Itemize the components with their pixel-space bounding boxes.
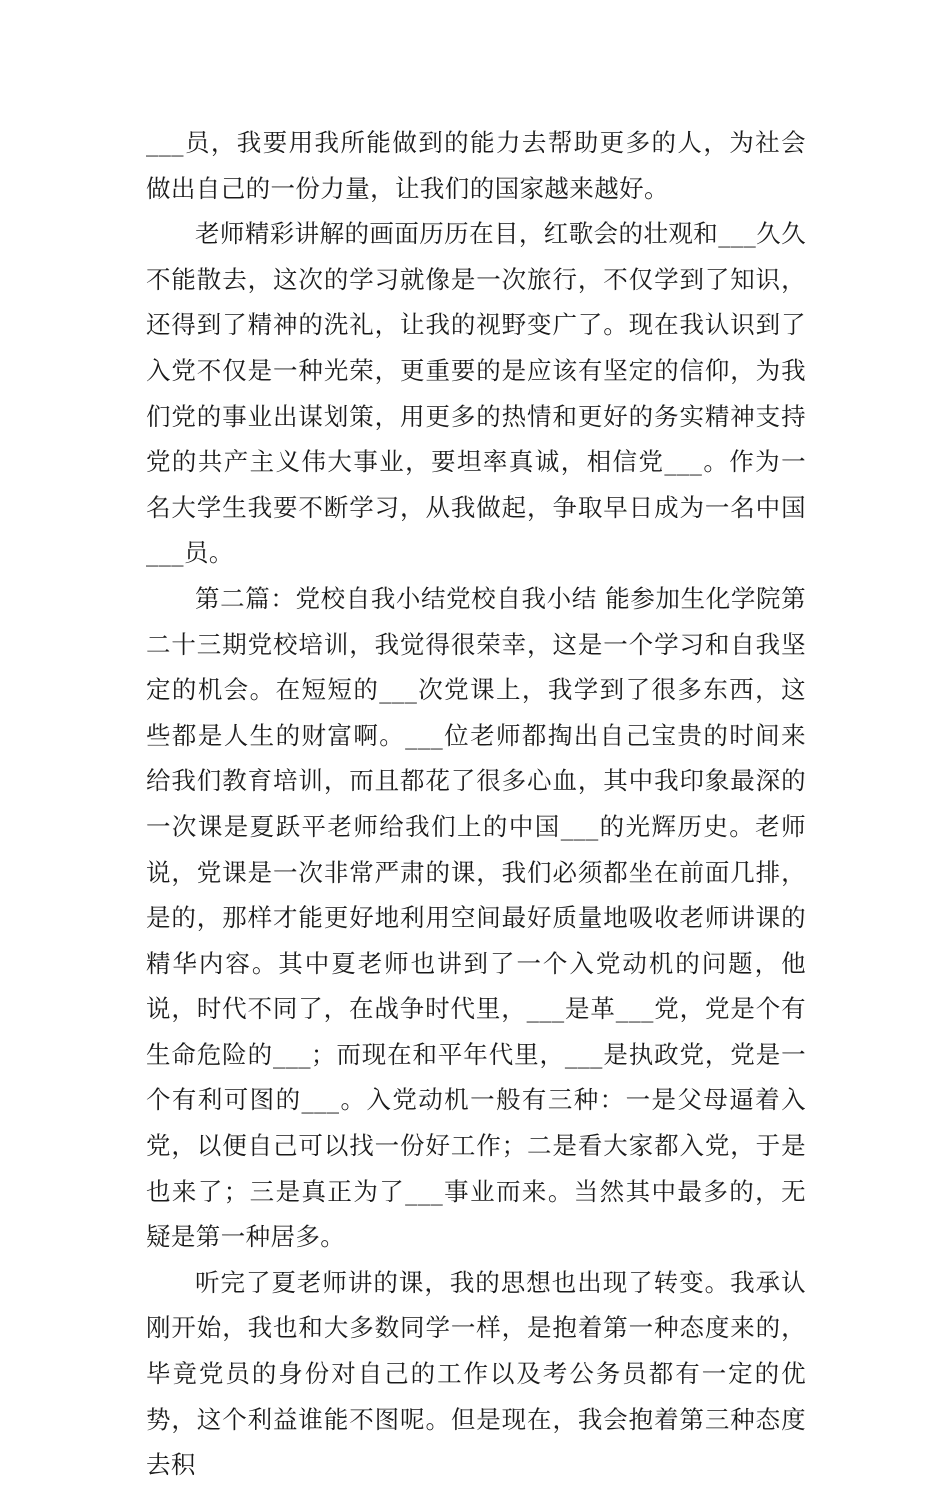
body-text [146,120,806,1488]
paragraph-thought-change: 听完了夏老师讲的课，我的思想也出现了转变。我承认刚开始，我也和大多数同学一样，是抱着第一种态度来的，毕竟党员的身份对自己的工作以及考公务员都有一定的优势，这个利益谁能不图呢。但是现在，我会抱着第三种态度去积 [146,1267,806,1480]
paragraph-continuation: ___员，我要用我所能做到的能力去帮助更多的人，为社会做出自己的一份力量，让我们的国家越来越好。 [146,128,806,203]
paragraph-second-article: 第二篇：党校自我小结党校自我小结 能参加生化学院第二十三期党校培训，我觉得很荣幸，这是一个学习和自我坚定的机会。在短短的___次党课上，我学到了很多东西，这些都是人生的财富啊。___位老师都掏出自己宝贵的时间来给我们教育培训，而且都花了很多心血，其中我印象最深的一次课是夏跃平老师给我们上的中国___的光辉历史。老师说，党课是一次非常严肃的课，我们必须都坐在前面几排，是的，那样才能更好地利用空间最好质量地吸收老师讲课的精华内容。其中夏老师也讲到了一个入党动机的问题，他说，时代不同了，在战争时代里，___是革___党，党是个有生命危险的___；而现在和平年代里，___是执政党，党是一个有利可图的___。入党动机一般有三种：一是父母逼着入党，以便自己可以找一份好工作；二是看大家都入党，于是也来了；三是真正为了___事业而来。当然其中最多的，无疑是第一种居多。 [146,583,806,1252]
paragraph-study-reflection: 老师精彩讲解的画面历历在目，红歌会的壮观和___久久不能散去，这次的学习就像是一次旅行，不仅学到了知识，还得到了精神的洗礼，让我的视野变广了。现在我认识到了入党不仅是一种光荣，更重要的是应该有坚定的信仰，为我们党的事业出谋划策，用更多的热情和更好的务实精神支持党的共产主义伟大事业，要坦率真诚，相信党___。作为一名大学生我要不断学习，从我做起，争取早日成为一名中国___员。 [146,219,806,568]
